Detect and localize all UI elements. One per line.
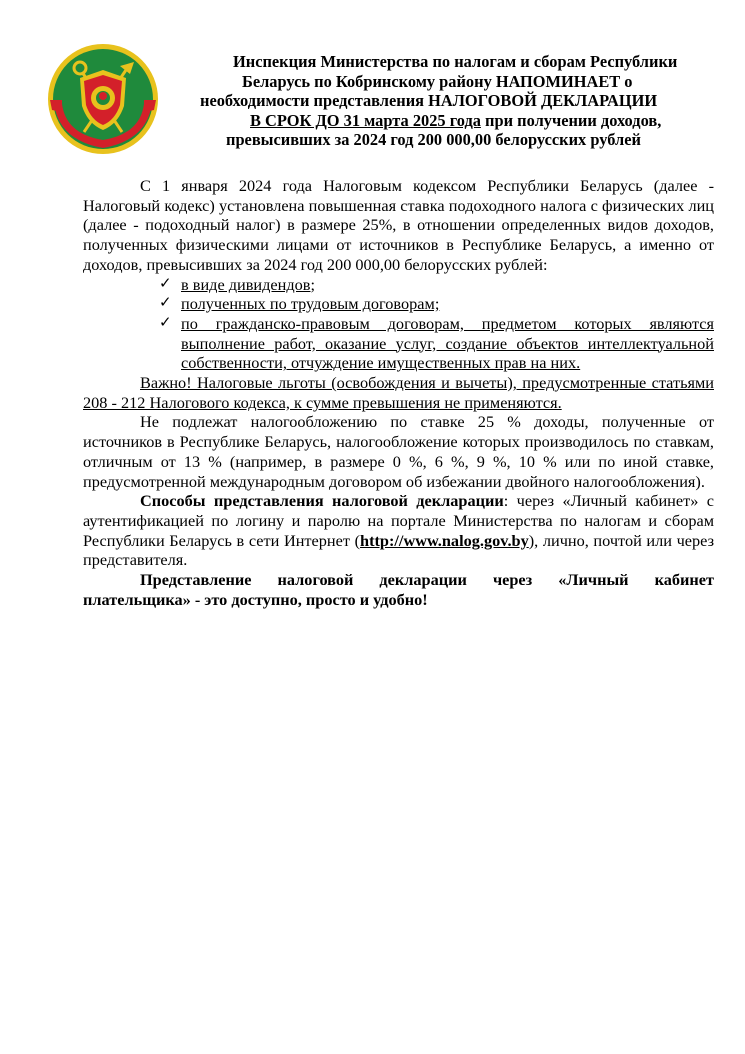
- check-icon: ✓: [159, 295, 172, 312]
- not-taxed-paragraph: Не подлежат налогообложению по ставке 25 % доходы, полученные от источников в Республике Беларусь, налогообложение которых производилось по ставкам, отличным от 13 % (например, в размере 0 %, 6 %, 9 %, 10 % или по иной ставке, предусмотренной международным договором об избежании двойного налогообложения).: [83, 412, 714, 491]
- important-note: Важно! Налоговые льготы (освобождения и вычеты), предусмотренные статьями 208 - 212 Налогового кодекса, к сумме превышения не применяются.: [83, 373, 714, 412]
- list-item: ✓ по гражданско-правовым договорам, предметом которых являются выполнение работ, оказание услуг, создание объектов интеллектуальной собственности, отчуждение имущественных прав на них.: [159, 313, 714, 373]
- notice-header: [195, 52, 720, 150]
- methods-paragraph: Способы представления налоговой декларации: через «Личный кабинет» с аутентификацией по логину и паролю на портале Министерства по налогам и сборам Республики Беларусь в сети Интернет (http://www.nalog.gov.by), лично, почтой или через представителя.: [83, 491, 714, 570]
- header-line-3: необходимости представления НАЛОГОВОЙ ДЕКЛАРАЦИИ: [200, 91, 658, 110]
- header-line-5: превысивших за 2024 год 200 000,00 белорусских рублей: [226, 130, 641, 149]
- closing-paragraph: Представление налоговой декларации через «Личный кабинет плательщика» - это доступно, просто и удобно!: [83, 570, 714, 609]
- deadline-text: В СРОК ДО 31 марта 2025 года: [250, 110, 481, 130]
- header-line-4: В СРОК ДО 31 марта 2025 года при получении доходов,: [250, 110, 662, 130]
- intro-paragraph: С 1 января 2024 года Налоговым кодексом Республики Беларусь (далее - Налоговый кодекс) установлена повышенная ставка подоходного налога с физических лиц (далее - подоходный налог) в размере 25%, в отношении определенных видов доходов, полученных физическими лицами от источников в Республике Беларусь, а именно от доходов, превысивших за 2024 год 200 000,00 белорусских рублей:: [83, 176, 714, 274]
- header-line-1: Инспекция Министерства по налогам и сборам Республики: [233, 52, 678, 71]
- check-icon: ✓: [159, 314, 172, 331]
- list-item: ✓ полученных по трудовым договорам;: [159, 294, 440, 314]
- tax-inspection-emblem-icon: [44, 40, 162, 158]
- document-body: [83, 176, 714, 609]
- list-item: ✓ в виде дивидендов;: [159, 274, 315, 294]
- income-types-list: [83, 275, 714, 374]
- nalog-portal-link[interactable]: http://www.nalog.gov.by: [360, 530, 529, 550]
- check-icon: ✓: [159, 275, 172, 292]
- header-line-2: Беларусь по Кобринскому району НАПОМИНАЕТ о: [242, 71, 633, 91]
